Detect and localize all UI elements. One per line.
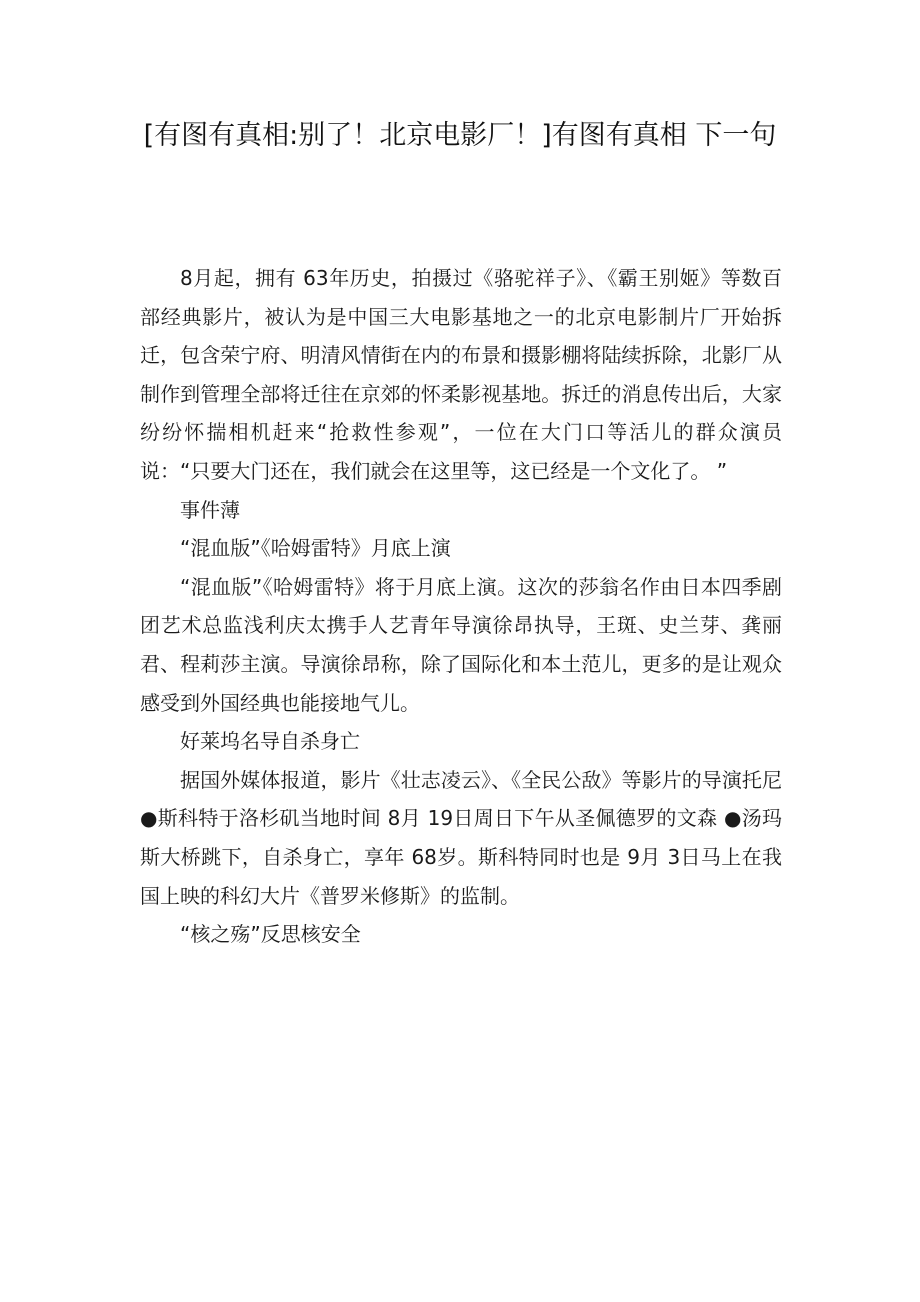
paragraph-hamlet: “混血版”《哈姆雷特》将于月底上演。这次的莎翁名作由日本四季剧团艺术总监浅利庆太携手人艺青年导演徐昂执导，王斑、史兰芽、龚丽君、程莉莎主演。导演徐昂称，除了国际化和本土范儿，更多的是让观众感受到外国经典也能接地气儿。 [140, 574, 782, 715]
subheading-hollywood-director: 好莱坞名导自杀身亡 [180, 729, 360, 754]
document-body [140, 259, 782, 954]
subheading-nuclear-safety: “核之殇”反思核安全 [180, 922, 361, 947]
document-title: [有图有真相:别了！北京电影厂！]有图有真相 下一句 [143, 120, 777, 151]
section-heading-events: 事件薄 [180, 497, 240, 522]
subheading-hamlet: “混血版”《哈姆雷特》月底上演 [180, 536, 451, 561]
paragraph-beijing-film-studio: 8月起，拥有 63年历史，拍摄过《骆驼祥子》、《霸王别姬》等数百部经典影片，被认为是中国三大电影基地之一的北京电影制片厂开始拆迁，包含荣宁府、明清风情街在内的布景和摄影棚将陆续拆除，北影厂从制作到管理全部将迁往在京郊的怀柔影视基地。拆迁的消息传出后，大家纷纷怀揣相机赶来“抢救性参观”，一位在大门口等活儿的群众演员说：“只要大门还在，我们就会在这里等，这已经是一个文化了。 ” [140, 266, 782, 483]
paragraph-tony-scott: 据国外媒体报道，影片《壮志凌云》、《全民公敌》等影片的导演托尼 ●斯科特于洛杉矶当地时间 8月 19日周日下午从圣佩德罗的文森 ●汤玛斯大桥跳下，自杀身亡，享年 68岁。斯科特同时也是 9月 3日马上在我国上映的科幻大片《普罗米修斯》的监制。 [140, 767, 782, 908]
